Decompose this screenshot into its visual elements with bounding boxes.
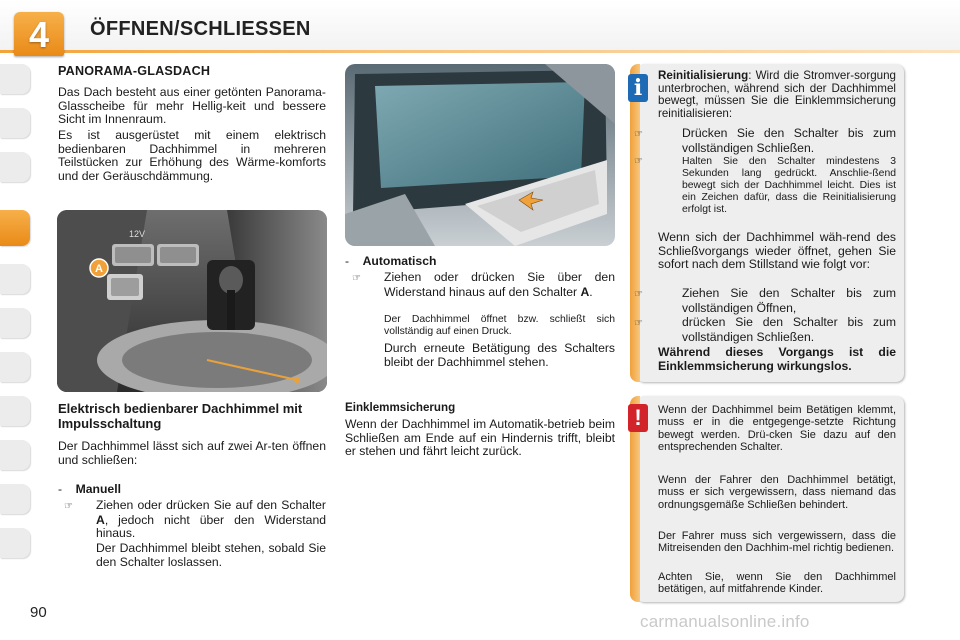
page-number: 90 xyxy=(30,604,47,621)
chapter-tab-10[interactable] xyxy=(0,484,30,514)
warning-children: Achten Sie, wenn Sie den Dachhimmel betätigen, auf mitfahrende Kinder. xyxy=(658,571,896,596)
socket-label: 12V xyxy=(129,229,146,239)
watermark: carmanualsonline.info xyxy=(640,612,810,631)
reopen-paragraph: Wenn sich der Dachhimmel wäh-rend des Schließvorgangs wieder öffnet, gehen Sie sofort nach dem Stillstand wie folgt vor: xyxy=(658,230,896,272)
info-icon: i xyxy=(628,74,648,102)
dash: - xyxy=(58,482,63,496)
chapter-tab xyxy=(14,12,64,56)
reinit-step-2: ☞ Halten Sie den Schalter mindestens 3 Sekunden lang gedrückt. Anschlie-ßend bewegt sich der Dachhimmel leicht. Dies ist ein Zeichen dafür, dass die Reinitialisierung erfolgt ist. xyxy=(634,156,896,215)
auto-bullet: ☞ Ziehen oder drücken Sie über den Widerstand hinaus auf den Schalter A. xyxy=(352,270,615,299)
warning-jam: Wenn der Dachhimmel beim Betätigen klemmt, muss er in die entgegenge-setzte Richtung bewegt werden. Drü-cken Sie dazu auf den entsprechenden Schalter. xyxy=(658,404,896,454)
manual-note: Der Dachhimmel bleibt stehen, sobald Sie den Schalter loslassen. xyxy=(96,541,326,569)
hand-pointer-icon: ☞ xyxy=(634,129,643,140)
callout-label-a: A xyxy=(95,263,103,275)
warning-driver-check: Wenn der Fahrer den Dachhimmel betätigt, muss er sich vergewissern, dass niemand das ordnungsgemäße Schließen behindert. xyxy=(658,474,896,511)
pinch-protection-paragraph: Wenn der Dachhimmel im Automatik-betrieb beim Schließen am Ende auf ein Hindernis trifft, bleibt er stehen und fährt leicht zurück. xyxy=(345,417,615,459)
switch-photo-illustration xyxy=(57,210,327,392)
hand-pointer-icon: ☞ xyxy=(634,318,643,329)
subsection-title: Elektrisch bedienbarer Dachhimmel mit Impulsschaltung xyxy=(58,401,303,431)
manual-heading xyxy=(58,483,326,497)
modes-paragraph: Der Dachhimmel lässt sich auf zwei Ar-ten öffnen und schließen: xyxy=(58,439,326,467)
info-box-accent xyxy=(630,64,640,382)
manual-title: Manuell xyxy=(75,482,121,496)
auto-title: Automatisch xyxy=(362,254,437,268)
auto-small-note: Der Dachhimmel öffnet bzw. schließt sich vollständig auf einen Druck. xyxy=(384,314,615,337)
page-title: ÖFFNEN/SCHLIESSEN xyxy=(90,18,311,40)
chapter-tab-8[interactable] xyxy=(0,396,30,426)
warning-passengers: Der Fahrer muss sich vergewissern, dass die Mitreisenden den Dachhim-mel richtig bedienen. xyxy=(658,530,896,555)
header-rule xyxy=(0,50,960,53)
hand-pointer-icon: ☞ xyxy=(634,289,643,300)
chapter-tab-6[interactable] xyxy=(0,308,30,338)
chapter-number: 4 xyxy=(28,14,50,55)
chapter-tab-9[interactable] xyxy=(0,440,30,470)
auto-stop-note: Durch erneute Betätigung des Schalters bleibt der Dachhimmel stehen. xyxy=(384,341,615,369)
chapter-tab-7[interactable] xyxy=(0,352,30,382)
intro-paragraph: Das Dach besteht aus einer getönten Panorama-Glasscheibe für mehr Hellig-keit und bessere Sicht im Innenraum. xyxy=(58,85,326,127)
chapter-tab-4-active[interactable] xyxy=(0,210,30,246)
chapter-tab-1[interactable] xyxy=(0,64,30,94)
hand-pointer-icon: ☞ xyxy=(352,273,361,284)
warning-icon: ! xyxy=(628,404,648,432)
chapter-tabs xyxy=(0,64,36,584)
reopen-step-1: ☞ Ziehen Sie den Schalter bis zum vollständigen Öffnen, xyxy=(634,286,896,315)
protection-inactive-note: Während dieses Vorgangs ist die Einklemmsicherung wirkungslos. xyxy=(658,345,896,373)
auto-heading: - Automatisch xyxy=(345,254,437,268)
hand-pointer-icon: ☞ xyxy=(64,501,73,512)
chapter-tab-5[interactable] xyxy=(0,264,30,294)
reinit-step-1: ☞ Drücken Sie den Schalter bis zum vollständigen Schließen. xyxy=(634,126,896,155)
manual-bullet: ☞ Ziehen oder drücken Sie auf den Schalter A, jedoch nicht über den Widerstand hinaus. xyxy=(64,498,326,541)
reinit-intro: Reinitialisierung: Wird die Stromver-sorgung unterbrochen, während sich der Dachhimmel bewegt, müssen Sie die Einklemmsicherung reinitialisieren: xyxy=(658,69,896,120)
hand-pointer-icon: ☞ xyxy=(634,156,643,167)
roof-photo xyxy=(345,64,615,246)
equipment-paragraph: Es ist ausgerüstet mit einem elektrisch bedienbaren Dachhimmel in mehreren Teilstücken zur Erhöhung des Wärme-komforts und der Geräuschdämmung. xyxy=(58,128,326,183)
chapter-tab-3[interactable] xyxy=(0,152,30,182)
panoramic-roof-illustration xyxy=(345,64,615,246)
chapter-tab-11[interactable] xyxy=(0,528,30,558)
switch-photo xyxy=(57,210,327,392)
reopen-step-2: ☞ drücken Sie den Schalter bis zum vollständigen Schließen. xyxy=(634,315,896,344)
chapter-tab-2[interactable] xyxy=(0,108,30,138)
section-title: PANORAMA-GLASDACH xyxy=(58,64,211,78)
pinch-protection-title: Einklemmsicherung xyxy=(345,401,456,414)
